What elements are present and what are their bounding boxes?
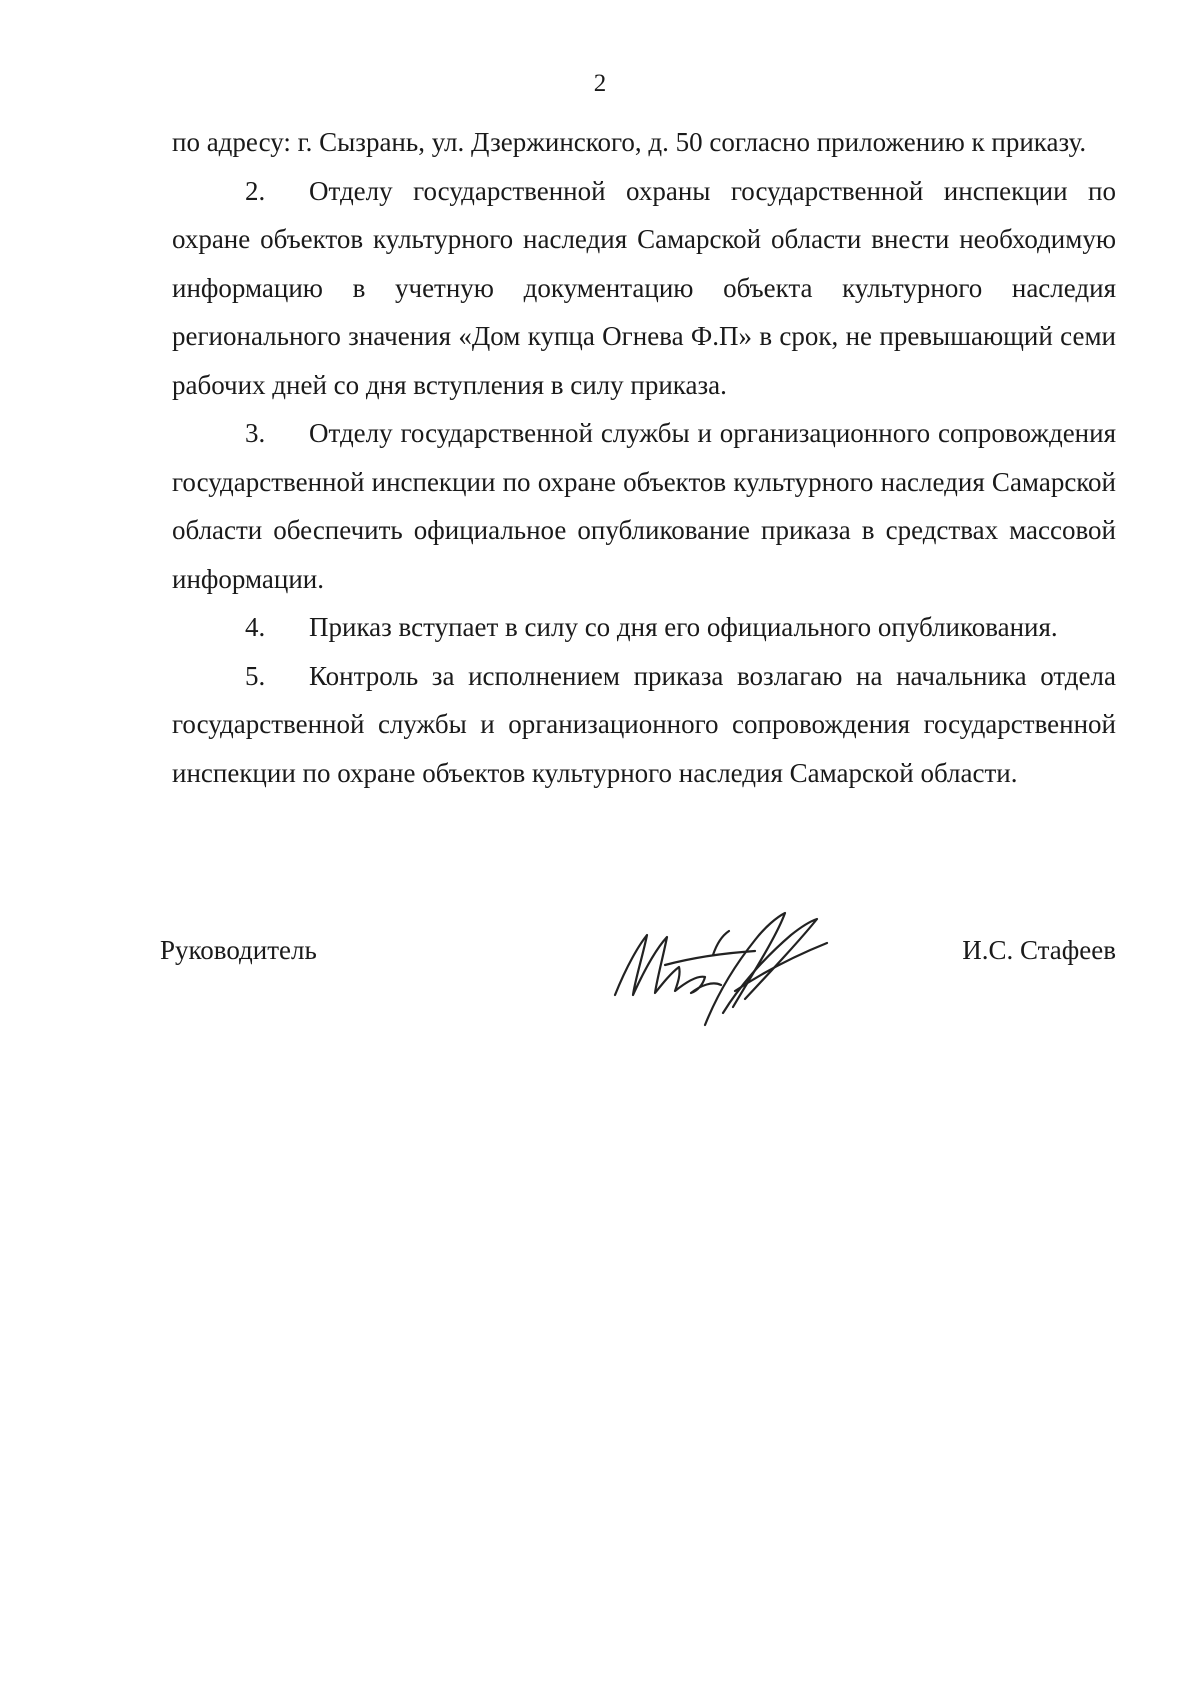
paragraph-intro: по адресу: г. Сызрань, ул. Дзержинского, д. 50 согласно приложению к приказу. (172, 127, 1087, 157)
handwritten-signature (605, 895, 835, 1035)
page-number: 2 (593, 70, 607, 97)
signatory-role: Руководитель (160, 935, 317, 965)
item-number: 2. (245, 175, 266, 206)
paragraph-item-3 (172, 409, 1116, 603)
paragraph-item-2 (172, 167, 1116, 410)
paragraph-item-4 (172, 603, 1116, 652)
item-text: Отделу государственной службы и организационного сопровождения государственной инспекции по охране объектов культурного наследия Самарской области обеспечить официальное опубликование приказа в средствах массовой информации. (172, 418, 1116, 594)
signatory-name: И.С. Стафеев (962, 935, 1116, 965)
signature-block (160, 935, 1116, 1045)
item-text: Контроль за исполнением приказа возлагаю на начальника отдела государственной службы и организационного сопровождения государственной инспекции по охране объектов культурного наследия Самарской области. (172, 660, 1116, 788)
item-text: Приказ вступает в силу со дня его официального опубликования. (309, 612, 1058, 642)
document-body (172, 118, 1116, 797)
item-number: 5. (245, 660, 266, 691)
item-number: 3. (245, 418, 266, 448)
item-text: Отделу государственной охраны государственной инспекции по охране объектов культурного наследия Самарской области внести необходимую информацию в учетную документацию объекта культурного наследия регионального значения «Дом купца Огнева Ф.П» в срок, не превышающий семи рабочих дней со дня вступления в силу приказа. (172, 175, 1116, 400)
paragraph-item-5 (172, 652, 1116, 798)
item-number: 4. (245, 612, 266, 642)
